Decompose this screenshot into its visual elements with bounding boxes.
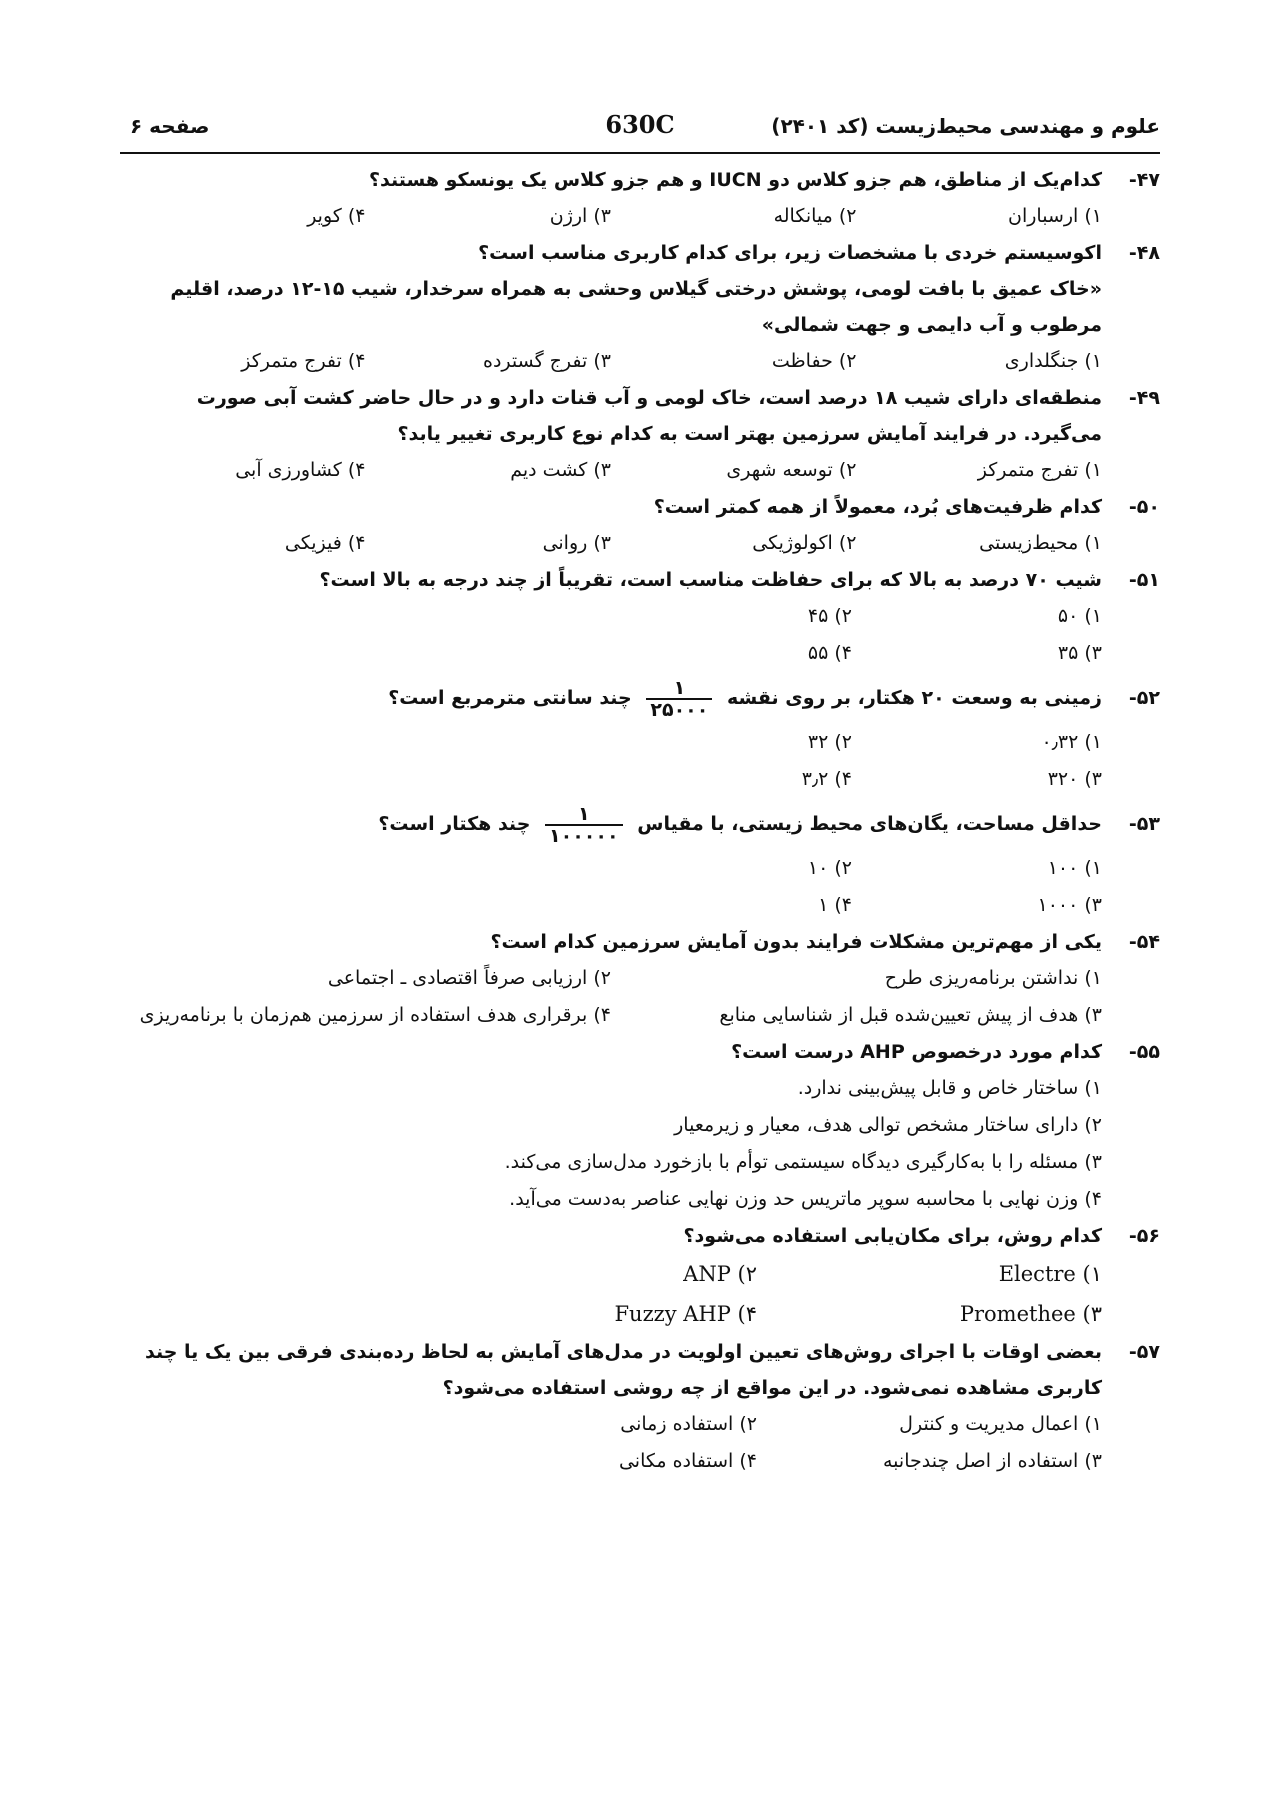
option-2[interactable]: ۲) ارزیابی صرفاً اقتصادی ـ اجتماعی [327, 967, 611, 989]
question-number: ۵۲- [1128, 687, 1160, 709]
map-scale-fraction [646, 678, 712, 720]
question-51 [120, 562, 1160, 672]
question-53 [120, 798, 1160, 924]
option-3[interactable]: ۳) کشت دیم [510, 459, 611, 481]
question-number: ۵۱- [1128, 569, 1160, 591]
question-number: ۵۶- [1128, 1225, 1160, 1247]
question-56 [120, 1218, 1160, 1334]
question-text-before: حداقل مساحت، یگان‌های محیط زیستی، با مقیاس [637, 813, 1102, 835]
question-text: یکی از مهم‌ترین مشکلات فرایند بدون آمایش سرزمین کدام است؟ [490, 931, 1102, 953]
question-49 [120, 380, 1160, 489]
option-3[interactable]: ۳) روانی [542, 532, 611, 554]
answer-options [602, 850, 1160, 924]
question-number: ۴۸- [1128, 242, 1160, 264]
option-3[interactable]: Promethee (۳ [959, 1302, 1102, 1326]
option-2[interactable]: ANP (۲ [683, 1262, 757, 1286]
option-3[interactable]: ۳) ۳۲۰ [1047, 768, 1102, 790]
question-stem [120, 380, 1160, 452]
fraction-numerator: ۱ [673, 676, 686, 699]
question-48 [120, 235, 1160, 380]
exam-page [120, 110, 1160, 1472]
option-2[interactable]: ۲) ۳۲ [807, 731, 852, 753]
option-3[interactable]: ۳) استفاده از اصل چندجانبه [883, 1450, 1102, 1472]
question-text: شیب ۷۰ درصد به بالا که برای حفاظت مناسب است، تقریباً از چند درجه به بالا است؟ [319, 569, 1102, 591]
fraction-denominator: ۲۵۰۰۰ [646, 698, 712, 720]
option-3[interactable]: ۳) تفرج گسترده [483, 350, 611, 372]
question-number: ۵۰- [1128, 496, 1160, 518]
quote-text: «خاک عمیق با بافت لومی، پوشش درختی گیلاس وحشی به همراه سرخدار، شیب ۱۵-۱۲ درصد، اقلیم مرطوب و آب دایمی و جهت شمالی» [170, 278, 1102, 336]
question-stem [120, 162, 1160, 198]
question-number: ۴۹- [1128, 387, 1160, 409]
question-stem [120, 924, 1160, 960]
question-stem [120, 1034, 1160, 1070]
question-number: ۵۳- [1128, 813, 1160, 835]
option-2[interactable]: ۲) میانکاله [773, 205, 857, 227]
option-4[interactable]: ۴) تفرج متمرکز [241, 350, 366, 372]
option-2[interactable]: ۲) توسعه شهری [726, 459, 857, 481]
answer-options [412, 1254, 1160, 1334]
question-number: ۵۴- [1128, 931, 1160, 953]
answer-options [120, 525, 1160, 562]
option-2[interactable]: ۲) حفاظت [771, 350, 857, 372]
header-divider [120, 152, 1160, 154]
question-text-before: زمینی به وسعت ۲۰ هکتار، بر روی نقشه [727, 687, 1102, 709]
question-text-after: چند هکتار است؟ [378, 813, 531, 835]
map-scale-fraction [545, 804, 623, 846]
question-text: کدام روش، برای مکان‌یابی استفاده می‌شود؟ [683, 1225, 1102, 1247]
question-stem [120, 562, 1160, 598]
option-4[interactable]: ۴) برقراری هدف استفاده از سرزمین هم‌زمان با برنامه‌ریزی [139, 1004, 611, 1026]
answer-options [120, 1070, 1160, 1218]
option-4[interactable]: ۴) وزن نهایی با محاسبه سوپر ماتریس حد وزن نهایی عناصر به‌دست می‌آید. [509, 1188, 1102, 1210]
question-54 [120, 924, 1160, 1034]
question-number: ۵۵- [1128, 1041, 1160, 1063]
option-1[interactable]: ۱) نداشتن برنامه‌ریزی طرح [884, 967, 1102, 989]
question-47 [120, 162, 1160, 235]
option-1[interactable]: ۱) ساختار خاص و قابل پیش‌بینی ندارد. [797, 1077, 1102, 1099]
page-number: صفحه ۶ [130, 114, 210, 138]
answer-options [120, 198, 1160, 235]
option-3[interactable]: ۳) ۱۰۰۰ [1037, 894, 1102, 916]
option-1[interactable]: ۱) ارسباران [1008, 205, 1102, 227]
question-quote [120, 271, 1160, 343]
fraction-denominator: ۱۰۰۰۰۰ [545, 824, 623, 846]
question-list [120, 162, 1160, 1480]
option-2[interactable]: ۲) ۴۵ [807, 605, 852, 627]
question-stem [120, 1334, 1160, 1406]
option-1[interactable]: ۱) ۰٫۳۲ [1041, 731, 1102, 753]
option-3[interactable]: ۳) ۳۵ [1057, 642, 1102, 664]
page-header [120, 110, 1160, 150]
question-stem [120, 1218, 1160, 1254]
question-text-after: چند سانتی مترمربع است؟ [388, 687, 632, 709]
option-1[interactable]: ۱) ۱۰۰ [1047, 857, 1102, 879]
option-4[interactable]: ۴) کویر [307, 205, 366, 227]
question-text: کدام مورد درخصوص AHP درست است؟ [731, 1041, 1102, 1063]
question-number: ۴۷- [1128, 169, 1160, 191]
option-4[interactable]: ۴) استفاده مکانی [618, 1450, 757, 1472]
option-4[interactable]: ۴) ۳٫۲ [801, 768, 852, 790]
question-text: منطقه‌ای دارای شیب ۱۸ درصد است، خاک لومی و آب قنات دارد و در حال حاضر کشت آبی صورت می‌گیرد. در فرایند آمایش سرزمین بهتر است به کدام نوع کاربری تغییر یابد؟ [196, 387, 1102, 445]
answer-options [120, 960, 1160, 1034]
option-1[interactable]: Electre (۱ [998, 1262, 1102, 1286]
option-4[interactable]: ۴) کشاورزی آبی [235, 459, 366, 481]
question-stem [120, 798, 1160, 850]
option-4[interactable]: ۴) ۱ [818, 894, 852, 916]
question-50 [120, 489, 1160, 562]
option-2[interactable]: ۲) ۱۰ [807, 857, 852, 879]
option-3[interactable]: ۳) مسئله را با به‌کارگیری دیدگاه سیستمی توأم با بازخورد مدل‌سازی می‌کند. [504, 1151, 1102, 1173]
question-stem [120, 235, 1160, 271]
question-number: ۵۷- [1128, 1341, 1160, 1363]
booklet-code: 630C [605, 110, 675, 139]
option-1[interactable]: ۱) اعمال مدیریت و کنترل [899, 1413, 1102, 1435]
question-stem [120, 672, 1160, 724]
fraction-numerator: ۱ [578, 802, 590, 825]
option-2[interactable]: ۲) دارای ساختار مشخص توالی هدف، معیار و زیرمعیار [674, 1114, 1102, 1136]
answer-options [120, 343, 1160, 380]
question-text: کدام‌یک از مناطق، هم جزو کلاس دو IUCN و هم جزو کلاس یک یونسکو هستند؟ [369, 169, 1102, 191]
question-57 [120, 1334, 1160, 1480]
answer-options [412, 1406, 1160, 1480]
question-text: کدام ظرفیت‌های بُرد، معمولاً از همه کمتر است؟ [653, 496, 1102, 518]
option-1[interactable]: ۱) محیط‌زیستی [979, 532, 1102, 554]
option-2[interactable]: ۲) استفاده زمانی [620, 1413, 757, 1435]
exam-subject: علوم و مهندسی محیط‌زیست (کد ۲۴۰۱) [771, 114, 1160, 138]
question-stem [120, 489, 1160, 525]
question-52 [120, 672, 1160, 798]
option-1[interactable]: ۱) ۵۰ [1057, 605, 1102, 627]
option-3[interactable]: ۳) هدف از پیش تعیین‌شده قبل از شناسایی منابع [719, 1004, 1102, 1026]
answer-options [602, 598, 1160, 672]
option-4[interactable]: ۴) فیزیکی [284, 532, 366, 554]
option-4[interactable]: ۴) ۵۵ [807, 642, 852, 664]
question-55 [120, 1034, 1160, 1218]
question-text: بعضی اوقات با اجرای روش‌های تعیین اولویت در مدل‌های آمایش به لحاظ رده‌بندی فرقی بین یک یا چند کاربری مشاهده نمی‌شود. در این مواقع از چه روشی استفاده می‌شود؟ [144, 1341, 1102, 1399]
option-4[interactable]: Fuzzy AHP (۴ [614, 1302, 757, 1326]
option-2[interactable]: ۲) اکولوژیکی [752, 532, 857, 554]
answer-options [602, 724, 1160, 798]
option-3[interactable]: ۳) ارژن [549, 205, 611, 227]
answer-options [120, 452, 1160, 489]
option-1[interactable]: ۱) تفرج متمرکز [977, 459, 1102, 481]
option-1[interactable]: ۱) جنگلداری [1004, 350, 1102, 372]
question-text: اکوسیستم خردی با مشخصات زیر، برای کدام کاربری مناسب است؟ [478, 242, 1102, 264]
